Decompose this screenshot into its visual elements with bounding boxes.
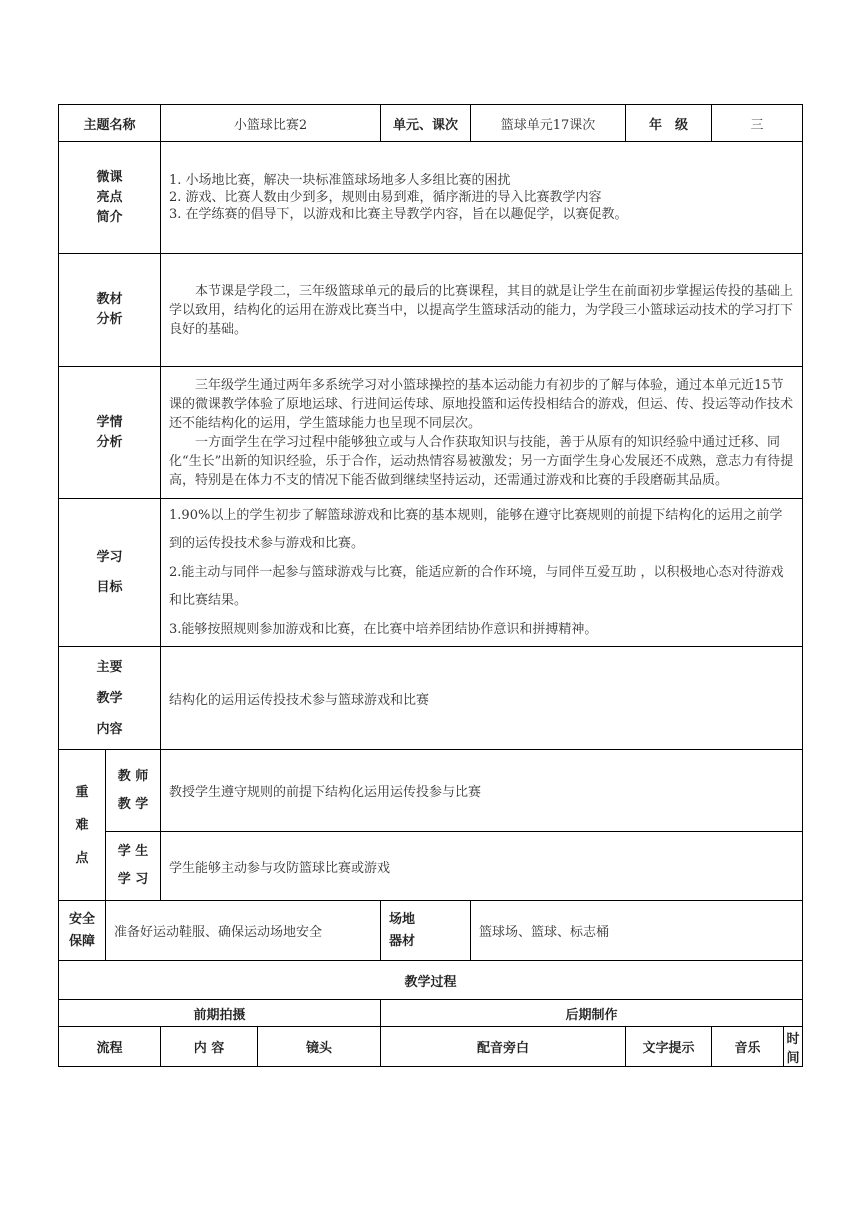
theme-value: 小篮球比赛2 [161,105,381,142]
students-label: 学情 分析 [59,367,161,499]
theme-label: 主题名称 [59,105,161,142]
unit-label: 单元、课次 [381,105,471,142]
teacher-text: 教授学生遵守规则的前提下结构化运用运传投参与比赛 [161,750,803,832]
students-text: 三年级学生通过两年多系统学习对小篮球操控的基本运动能力有初步的了解与体验，通过本单元近15节课的微课教学体验了原地运球、行进间运传球、原地投篮和运传投相结合的游戏，但运、传、投运等动作技术还不能结构化的运用，学生篮球能力也呈现不同层次。 一方面学生在学习过程中能够独立或与人合作获取知识与技能，善于从原有的知识经验中通过迁移、同化“生长”出新的知识经验，乐于合作，运动热情容易被激发；另一方面学生身心发展还不成熟，意志力有待提高，特别是在体力不支的情况下能否做到继续坚持运动，还需通过游戏和比赛的手段磨砺其品质。 [161,367,803,499]
process-columns-row [59,1027,803,1067]
column-header: 流程 [59,1027,161,1067]
main-content-row [59,647,803,750]
list-item: 3. 在学练赛的倡导下，以游戏和比赛主导教学内容，旨在以趣促学，以赛促教。 [169,207,628,222]
key-points-teacher-row [59,750,803,832]
lesson-plan-document [58,104,802,1067]
pre-production-label: 前期拍摄 [59,1000,381,1027]
material-row [59,254,803,367]
goals-row [59,499,803,647]
column-header: 配音旁白 [381,1027,626,1067]
list-item: 1.90%以上的学生初步了解篮球游戏和比赛的基本规则，能够在遵守比赛规则的前提下结构化的运用之前学到的运传投技术参与游戏和比赛。 [169,507,783,551]
student-text: 学生能够主动参与攻防篮球比赛或游戏 [161,832,803,901]
process-phase-row [59,1000,803,1027]
grade-label: 年 级 [626,105,712,142]
lesson-plan-table [58,104,803,1067]
main-content-text: 结构化的运用运传投技术参与篮球游戏和比赛 [161,647,803,750]
grade-value: 三 [712,105,803,142]
key-points-student-row [59,832,803,901]
column-header: 内 容 [161,1027,258,1067]
venue-label: 场地 器材 [381,901,471,961]
process-title-row [59,961,803,1000]
goals-label: 学习 目标 [59,499,161,647]
list-item: 3.能够按照规则参加游戏和比赛，在比赛中培养团结协作意识和拼搏精神。 [169,621,598,637]
student-label: 学 生 学 习 [106,832,161,901]
highlights-row [59,142,803,254]
safety-row [59,901,803,961]
students-row [59,367,803,499]
column-header: 镜头 [258,1027,381,1067]
teacher-label: 教 师 教 学 [106,750,161,832]
list-item: 1. 小场地比赛，解决一块标准篮球场地多人多组比赛的困扰 [169,173,511,188]
material-text: 本节课是学段二，三年级篮球单元的最后的比赛课程，其目的就是让学生在前面初步掌握运传投的基础上学以致用，结构化的运用在游戏比赛当中，以提高学生篮球活动的能力，为学段三小篮球运动技术的学习打下良好的基础。 [161,254,803,367]
post-production-label: 后期制作 [381,1000,803,1027]
column-header: 音乐 [712,1027,784,1067]
column-header: 时间 [784,1027,803,1067]
highlights-list [161,142,803,254]
key-points-label: 重 难 点 [59,750,106,901]
header-row [59,105,803,142]
unit-value: 篮球单元17课次 [471,105,626,142]
list-item: 2. 游戏、比赛人数由少到多，规则由易到难，循序渐进的导入比赛教学内容 [169,190,602,205]
safety-label: 安全 保障 [59,901,106,961]
safety-text: 准备好运动鞋服、确保运动场地安全 [106,901,381,961]
material-label: 教材 分析 [59,254,161,367]
goals-list [161,499,803,647]
venue-text: 篮球场、篮球、标志桶 [471,901,803,961]
process-title: 教学过程 [59,961,803,1000]
highlights-label: 微课 亮点 简介 [59,142,161,254]
column-header: 文字提示 [626,1027,712,1067]
list-item: 2.能主动与同伴一起参与篮球游戏与比赛，能适应新的合作环境，与同伴互爱互助 ，以积极地心态对待游戏和比赛结果。 [169,564,784,608]
main-content-label: 主要 教学 内容 [59,647,161,750]
